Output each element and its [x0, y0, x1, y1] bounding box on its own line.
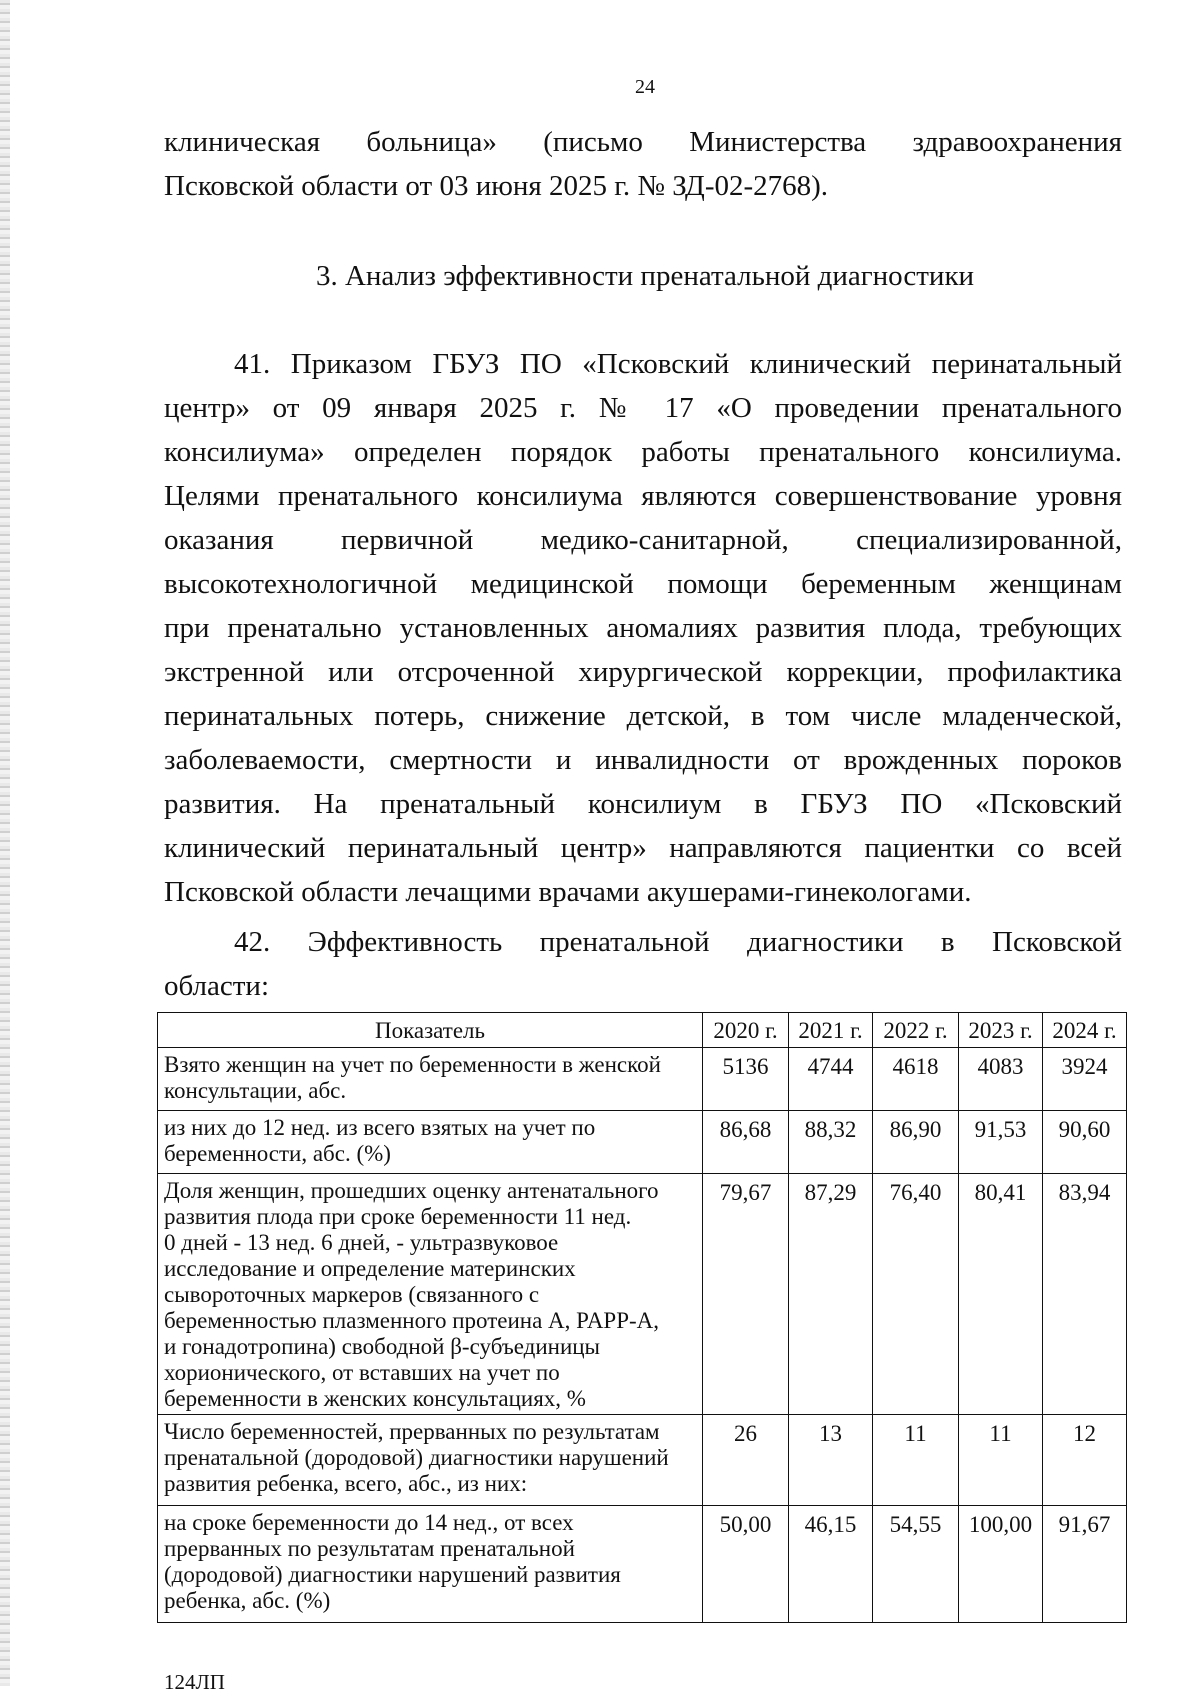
- paragraph-line: высокотехнологичной медицинской помощи беременным женщинам: [164, 568, 1122, 600]
- table-cell: 86,90: [873, 1111, 959, 1174]
- table-cell: 79,67: [703, 1174, 789, 1415]
- paragraph-line: 42. Эффективность пренатальной диагностики в Псковской: [234, 926, 1122, 958]
- table-row: [158, 1506, 1127, 1623]
- row-label: [158, 1174, 703, 1415]
- row-label-line: развития ребенка, всего, абс., из них:: [164, 1471, 528, 1496]
- row-label-line: на сроке беременности до 14 нед., от всех: [164, 1510, 574, 1535]
- paragraph-42: [164, 920, 1122, 1008]
- paragraph-line: консилиума» определен порядок работы пренатального консилиума.: [164, 436, 1122, 468]
- table-cell: 83,94: [1043, 1174, 1127, 1415]
- table-cell: 4618: [873, 1048, 959, 1111]
- column-header-year: 2024 г.: [1043, 1013, 1127, 1048]
- paragraph-line: Псковской области лечащими врачами акушерами-гинекологами.: [164, 876, 972, 908]
- scan-edge: [0, 0, 10, 1686]
- table-cell: 88,32: [789, 1111, 873, 1174]
- table-cell: 4083: [959, 1048, 1043, 1111]
- table-row: [158, 1174, 1127, 1415]
- table-cell: 12: [1043, 1415, 1127, 1506]
- table-row: [158, 1415, 1127, 1506]
- table-cell: 46,15: [789, 1506, 873, 1623]
- intro-line: клиническая больница» (письмо Министерства здравоохранения: [164, 126, 1122, 158]
- row-label-line: Число беременностей, прерванных по результатам: [164, 1419, 660, 1444]
- row-label: [158, 1415, 703, 1506]
- row-label-line: сывороточных маркеров (связанного с: [164, 1282, 540, 1307]
- row-label-line: прерванных по результатам пренатальной: [164, 1536, 575, 1561]
- table-cell: 11: [959, 1415, 1043, 1506]
- row-label-line: развития плода при сроке беременности 11 нед.: [164, 1204, 632, 1229]
- row-label-line: Взято женщин на учет по беременности в женской: [164, 1052, 661, 1077]
- row-label: [158, 1111, 703, 1174]
- paragraph-line: центр» от 09 января 2025 г. № 17 «О проведении пренатального: [164, 392, 1122, 424]
- paragraph-line: перинатальных потерь, снижение детской, в том числе младенческой,: [164, 700, 1122, 732]
- row-label-line: консультации, абс.: [164, 1078, 347, 1103]
- table-row: [158, 1048, 1127, 1111]
- row-label-line: исследование и определение материнских: [164, 1256, 576, 1281]
- table-cell: 50,00: [703, 1506, 789, 1623]
- column-header-year: 2020 г.: [703, 1013, 789, 1048]
- column-header-year: 2023 г.: [959, 1013, 1043, 1048]
- table-cell: 26: [703, 1415, 789, 1506]
- paragraph-line: Целями пренатального консилиума являются совершенствование уровня: [164, 480, 1122, 512]
- row-label-line: пренатальной (дородовой) диагностики нарушений: [164, 1445, 669, 1470]
- paragraph-line: заболеваемости, смертности и инвалидности от врожденных пороков: [164, 744, 1122, 776]
- paragraph-line: 41. Приказом ГБУЗ ПО «Псковский клинический перинатальный: [234, 348, 1122, 380]
- table-cell: 87,29: [789, 1174, 873, 1415]
- row-label-line: и гонадотропина) свободной β-субъединицы: [164, 1334, 601, 1359]
- row-label-line: из них до 12 нед. из всего взятых на учет по: [164, 1115, 596, 1140]
- table-cell: 80,41: [959, 1174, 1043, 1415]
- paragraph-line: развития. На пренатальный консилиум в ГБУЗ ПО «Псковский: [164, 788, 1122, 820]
- table-cell: 54,55: [873, 1506, 959, 1623]
- table-cell: 91,67: [1043, 1506, 1127, 1623]
- intro-line: Псковской области от 03 июня 2025 г. № ЗД-02-2768).: [164, 170, 829, 202]
- table-row: [158, 1111, 1127, 1174]
- row-label-line: ребенка, абс. (%): [164, 1588, 331, 1613]
- column-header-year: 2021 г.: [789, 1013, 873, 1048]
- page-number: 24: [635, 76, 655, 98]
- row-label-line: хорионического, от вставших на учет по: [164, 1360, 560, 1385]
- table-cell: 4744: [789, 1048, 873, 1111]
- row-label: [158, 1506, 703, 1623]
- table-cell: 100,00: [959, 1506, 1043, 1623]
- table-cell: 5136: [703, 1048, 789, 1111]
- row-label-line: беременности в женских консультациях, %: [164, 1386, 586, 1411]
- table-cell: 90,60: [1043, 1111, 1127, 1174]
- paragraph-line: оказания первичной медико-санитарной, специализированной,: [164, 524, 1122, 556]
- intro-paragraph: [164, 120, 1122, 208]
- section-heading: 3. Анализ эффективности пренатальной диагностики: [315, 260, 975, 292]
- table-cell: 76,40: [873, 1174, 959, 1415]
- table-cell: 11: [873, 1415, 959, 1506]
- table-cell: 86,68: [703, 1111, 789, 1174]
- paragraph-41: [164, 342, 1122, 914]
- paragraph-line: при пренатально установленных аномалиях развития плода, требующих: [164, 612, 1122, 644]
- row-label-line: беременностью плазменного протеина А, PAPP-A,: [164, 1308, 660, 1333]
- column-header-indicator: Показатель: [158, 1013, 703, 1048]
- table-cell: 13: [789, 1415, 873, 1506]
- footer-document-code: 124ЛП: [164, 1670, 225, 1694]
- column-header-year: 2022 г.: [873, 1013, 959, 1048]
- table-header-row: [158, 1013, 1127, 1048]
- paragraph-line: области:: [164, 970, 269, 1002]
- prenatal-diagnostics-table: [157, 1012, 1127, 1623]
- row-label-line: (дородовой) диагностики нарушений развития: [164, 1562, 621, 1587]
- paragraph-line: клинический перинатальный центр» направляются пациентки со всей: [164, 832, 1122, 864]
- row-label-line: Доля женщин, прошедших оценку антенатального: [164, 1178, 659, 1203]
- table-cell: 91,53: [959, 1111, 1043, 1174]
- paragraph-line: экстренной или отсроченной хирургической коррекции, профилактика: [164, 656, 1122, 688]
- table-cell: 3924: [1043, 1048, 1127, 1111]
- row-label-line: 0 дней - 13 нед. 6 дней, - ультразвуковое: [164, 1230, 559, 1255]
- row-label-line: беременности, абс. (%): [164, 1141, 391, 1166]
- row-label: [158, 1048, 703, 1111]
